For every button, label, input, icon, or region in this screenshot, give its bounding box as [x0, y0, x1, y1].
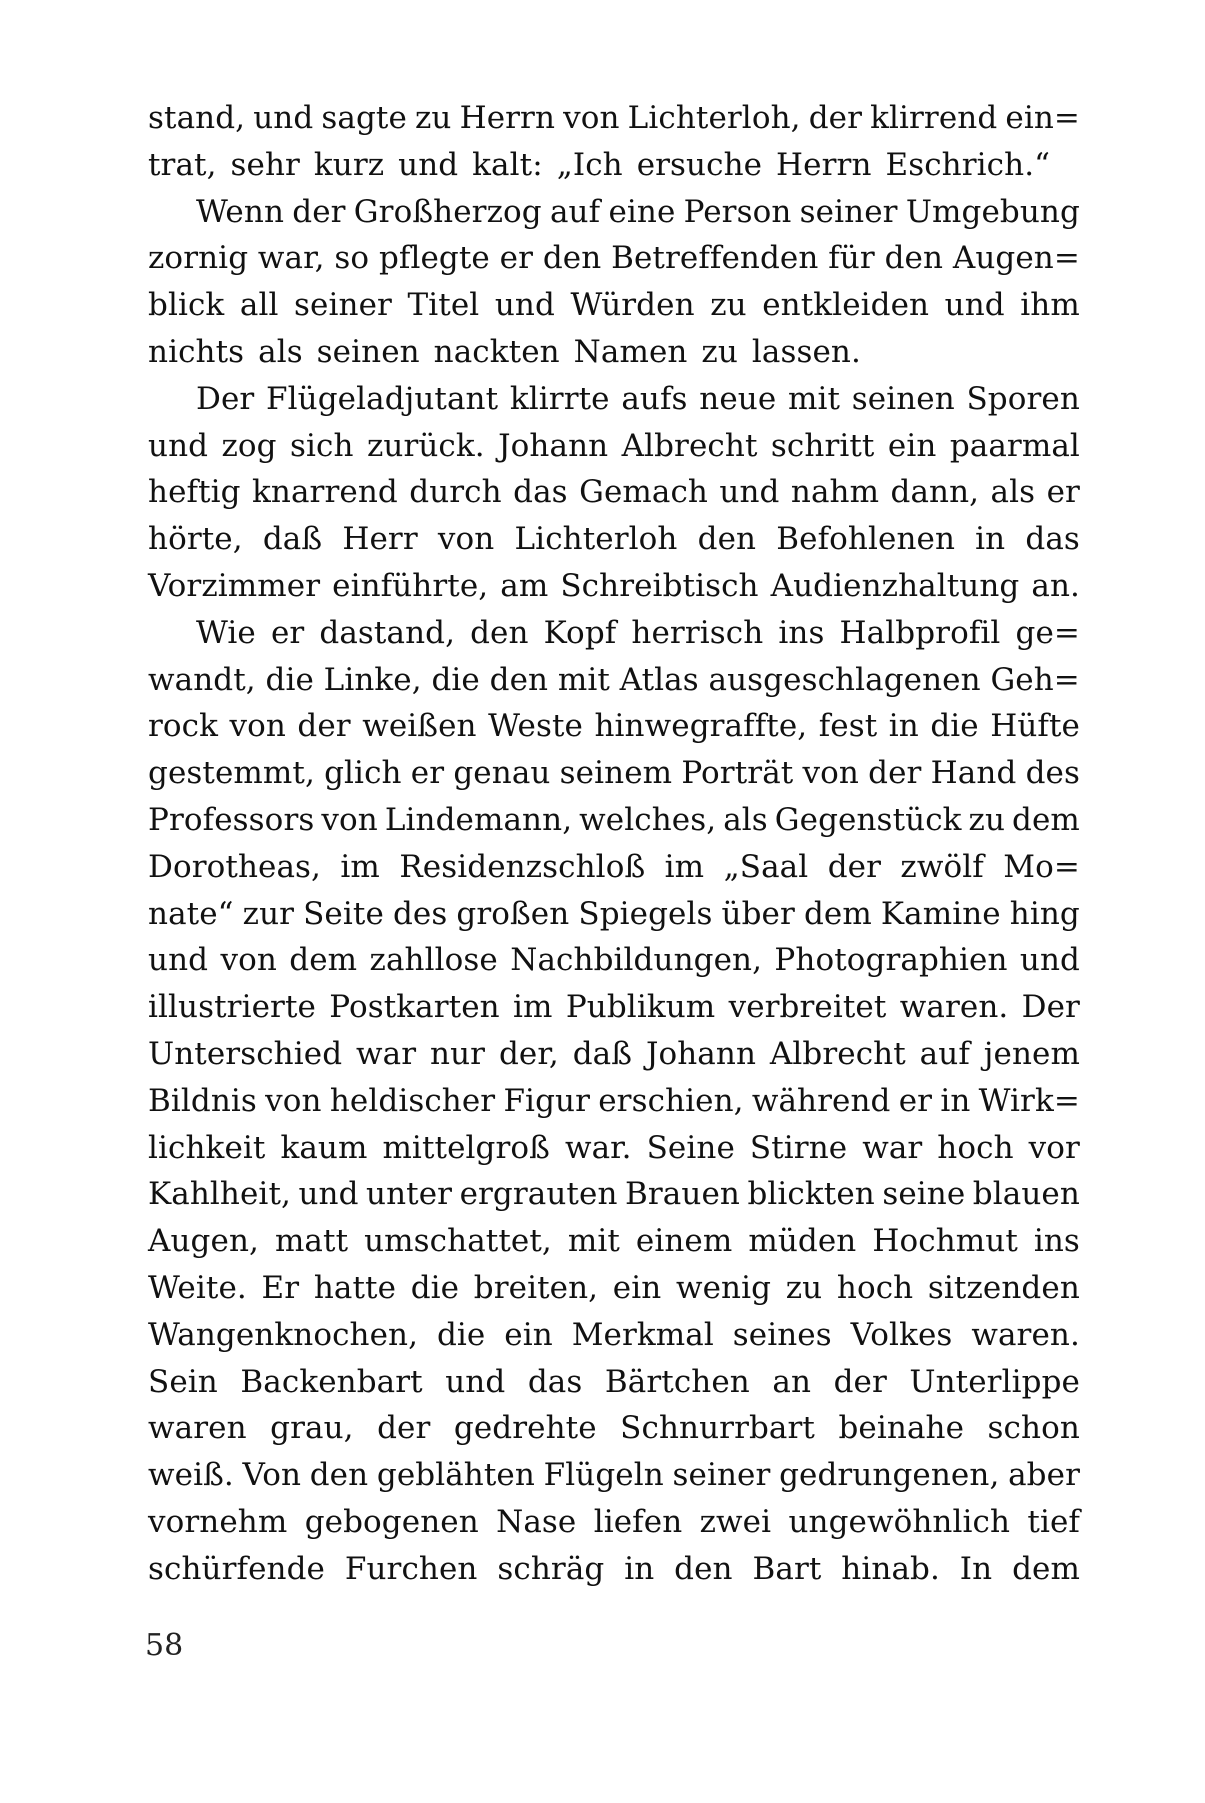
page-number: 58 [145, 1628, 184, 1663]
text-line: vornehm gebogenen Nase liefen zwei ungewöhnlich tief [148, 1503, 1080, 1540]
text-line: wandt, die Linke, die den mit Atlas ausgeschlagenen Geh= [148, 661, 1080, 698]
text-line: illustrierte Postkarten im Publikum verbreitet waren. Der [148, 989, 1080, 1026]
text-line: nichts als seinen nackten Namen zu lassen. [148, 333, 861, 370]
text-line: waren grau, der gedrehte Schnurrbart beinahe schon [148, 1410, 1080, 1447]
text-line: gestemmt, glich er genau seinem Porträt von der Hand des [148, 755, 1080, 792]
text-line: schürfende Furchen schräg in den Bart hinab. In dem [148, 1550, 1080, 1587]
text-line: Vorzimmer einführte, am Schreibtisch Audienzhaltung an. [148, 567, 1080, 604]
text-line: heftig knarrend durch das Gemach und nahm dann, als er [148, 474, 1080, 511]
text-line: Kahlheit, und unter ergrauten Brauen blickten seine blauen [148, 1176, 1080, 1213]
text-line: rock von der weißen Weste hinwegraffte, fest in die Hüfte [148, 708, 1080, 745]
text-line: Professors von Lindemann, welches, als Gegenstück zu dem [148, 801, 1080, 838]
text-line: stand, und sagte zu Herrn von Lichterloh, der klirrend ein= [148, 100, 1080, 136]
text-line: nate“ zur Seite des großen Spiegels über dem Kamine hing [148, 895, 1080, 932]
text-line: trat, sehr kurz und kalt: „Ich ersuche Herrn Eschrich.“ [148, 146, 1051, 183]
text-line: weiß. Von den geblähten Flügeln seiner gedrungenen, aber [148, 1457, 1080, 1494]
text-line: Sein Backenbart und das Bärtchen an der Unterlippe [148, 1363, 1080, 1400]
body-text [148, 95, 1080, 1593]
text-line: und von dem zahllose Nachbildungen, Photographien und [148, 942, 1080, 979]
text-line: Wangenknochen, die ein Merkmal seines Volkes waren. [148, 1316, 1080, 1353]
text-line: blick all seiner Titel und Würden zu entkleiden und ihm [148, 287, 1080, 324]
text-line: und zog sich zurück. Johann Albrecht schritt ein paarmal [148, 427, 1080, 464]
text-line: Bildnis von heldischer Figur erschien, während er in Wirk= [148, 1082, 1080, 1119]
text-line: Wie er dastand, den Kopf herrisch ins Halbprofil ge= [196, 614, 1080, 651]
text-line: hörte, daß Herr von Lichterloh den Befohlenen in das [148, 521, 1080, 558]
text-line: lichkeit kaum mittelgroß war. Seine Stirne war hoch vor [148, 1129, 1080, 1166]
text-line: zornig war, so pflegte er den Betreffenden für den Augen= [148, 240, 1080, 277]
text-line: Augen, matt umschattet, mit einem müden Hochmut ins [148, 1223, 1080, 1260]
text-line: Dorotheas, im Residenzschloß im „Saal der zwölf Mo= [148, 848, 1080, 885]
text-line: Unterschied war nur der, daß Johann Albrecht auf jenem [148, 1035, 1080, 1072]
text-line: Wenn der Großherzog auf eine Person seiner Umgebung [196, 193, 1080, 230]
text-line: Der Flügeladjutant klirrte aufs neue mit seinen Sporen [196, 380, 1080, 417]
text-line: Weite. Er hatte die breiten, ein wenig zu hoch sitzenden [148, 1269, 1080, 1306]
